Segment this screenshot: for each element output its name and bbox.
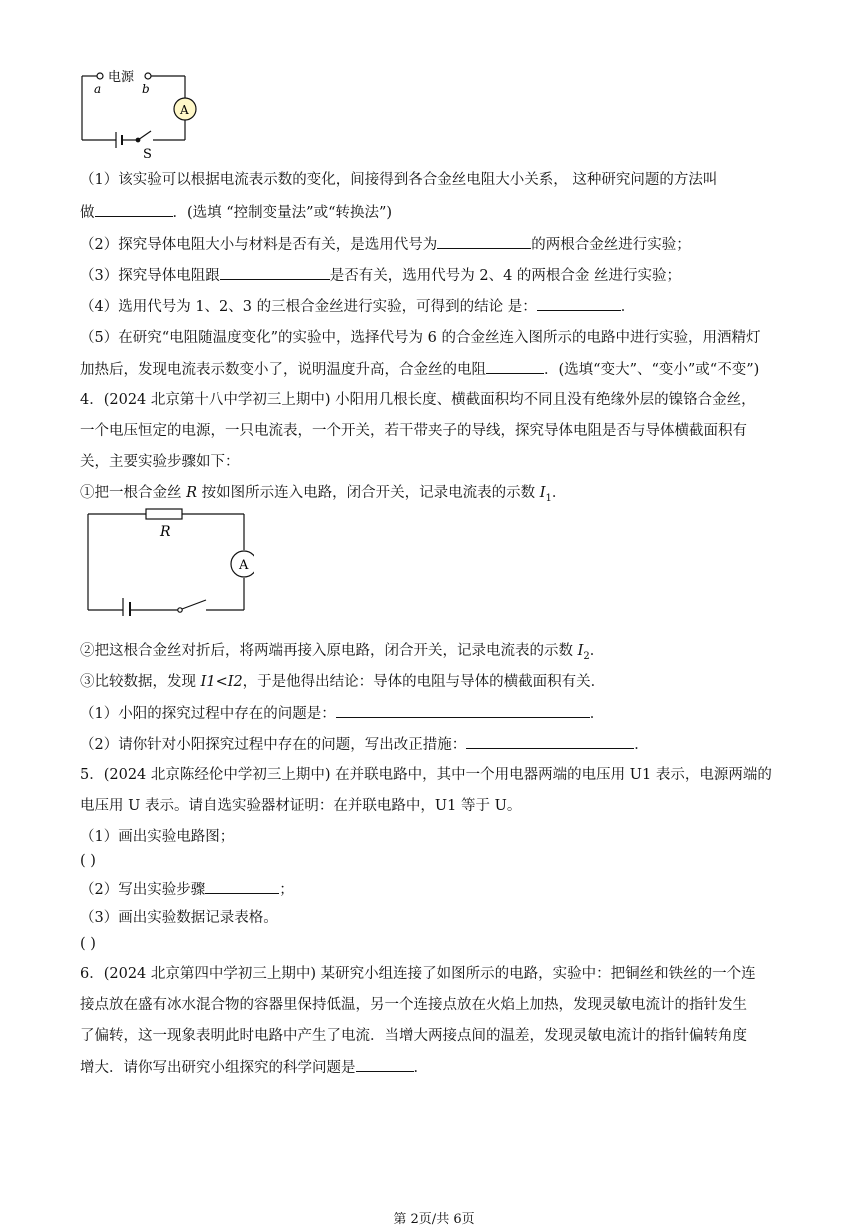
answer-blank[interactable] [220, 265, 330, 280]
terminal-a-label: a [94, 82, 102, 96]
answer-blank[interactable] [336, 703, 590, 718]
resistor-label: R [160, 524, 171, 540]
q6-line2: 接点放在盛有冰水混合物的容器里保持低温，另一个连接点放在火焰上加热，发现灵敏电流计的指针发生 [80, 997, 747, 1013]
q3-p5-line2: 加热后，发现电流表示数变小了，说明温度升高，合金丝的电阻 ．(选填“变大”、“变小”或“不变”) [80, 359, 759, 380]
q5-paren1[interactable]: ( ) [80, 853, 96, 869]
q3-p5-line1: （5）在研究“电阻随温度变化”的实验中，选择代号为 6 的合金丝连入图所示的电路中进行实验，用酒精灯 [80, 330, 761, 346]
switch-label: S [143, 147, 152, 162]
q3-p3: （3）探究导体电阻跟 是否有关，选用代号为 2、4 的两根合金 丝进行实验； [80, 265, 681, 286]
ammeter-label: A [239, 558, 249, 573]
q4-line1: 4．(2024 北京第十八中学初三上期中) 小阳用几根长度、横截面积均不同且没有绝缘外层的镍铬合金丝， [80, 392, 756, 408]
q5-paren2[interactable]: ( ) [80, 936, 96, 952]
q4-step1: ①把一根合金丝 R 按如图所示连入电路，闭合开关，记录电流表的示数 $I_1$． [80, 485, 567, 504]
answer-blank[interactable] [437, 234, 531, 249]
q5-s2: （2）写出实验步骤 ； [80, 879, 294, 900]
q5-line2: 电压用 U 表示。请自选实验器材证明：在并联电路中，U1 等于 U。 [80, 798, 522, 814]
q5-s3: （3）画出实验数据记录表格。 [80, 910, 278, 926]
q5-line1: 5．(2024 北京陈经伦中学初三上期中) 在并联电路中，其中一个用电器两端的电压用 U1 表示，电源两端的 [80, 767, 772, 783]
q4-step3: ③比较数据，发现 I1<I2，于是他得出结论：导体的电阻与导体的横截面积有关． [80, 674, 606, 690]
q4-line3: 关，主要实验步骤如下： [80, 454, 240, 470]
q4-s1: （1）小阳的探究过程中存在的问题是： ． [80, 703, 604, 724]
ammeter-label: A [180, 103, 189, 117]
q5-s1: （1）画出实验电路图； [80, 829, 235, 845]
q6-line3: 了偏转，这一现象表明此时电路中产生了电流．当增大两接点间的温差，发现灵敏电流计的指针偏转角度 [80, 1028, 747, 1044]
q6-line1: 6．(2024 北京第四中学初三上期中) 某研究小组连接了如图所示的电路，实验中：把铜丝和铁丝的一个连 [80, 966, 756, 982]
q6-line4: 增大．请你写出研究小组探究的科学问题是 ． [80, 1057, 428, 1078]
terminal-b-label: b [142, 82, 150, 96]
answer-blank[interactable] [537, 296, 621, 311]
circuit-diagram-2 [84, 506, 254, 616]
source-label: 电源 [108, 70, 135, 85]
q4-line2: 一个电压恒定的电源，一只电流表，一个开关，若干带夹子的导线，探究导体电阻是否与导体横截面积有 [80, 423, 747, 439]
q3-p1-line2: 做 ．(选填 “控制变量法”或“转换法”) [80, 202, 392, 223]
answer-blank[interactable] [356, 1057, 414, 1072]
q3-p1-line1: （1）该实验可以根据电流表示数的变化，间接得到各合金丝电阻大小关系， 这种研究问题的方法叫 [80, 172, 718, 188]
answer-blank[interactable] [95, 202, 173, 217]
answer-blank[interactable] [466, 734, 634, 749]
q3-p4: （4）选用代号为 1、2、3 的三根合金丝进行实验，可得到的结论 是： ． [80, 296, 635, 317]
q4-step2: ②把这根合金丝对折后，将两端再接入原电路，闭合开关，记录电流表的示数 $I_2$． [80, 643, 605, 662]
page-footer: 第 2页/共 6页 [393, 1212, 475, 1227]
answer-blank[interactable] [205, 879, 279, 894]
q3-p2: （2）探究导体电阻大小与材料是否有关，是选用代号为 的两根合金丝进行实验； [80, 234, 691, 255]
q4-s2: （2）请你针对小阳探究过程中存在的问题，写出改正措施： ． [80, 734, 649, 755]
circuit-diagram-1 [78, 62, 208, 162]
answer-blank[interactable] [486, 359, 544, 374]
